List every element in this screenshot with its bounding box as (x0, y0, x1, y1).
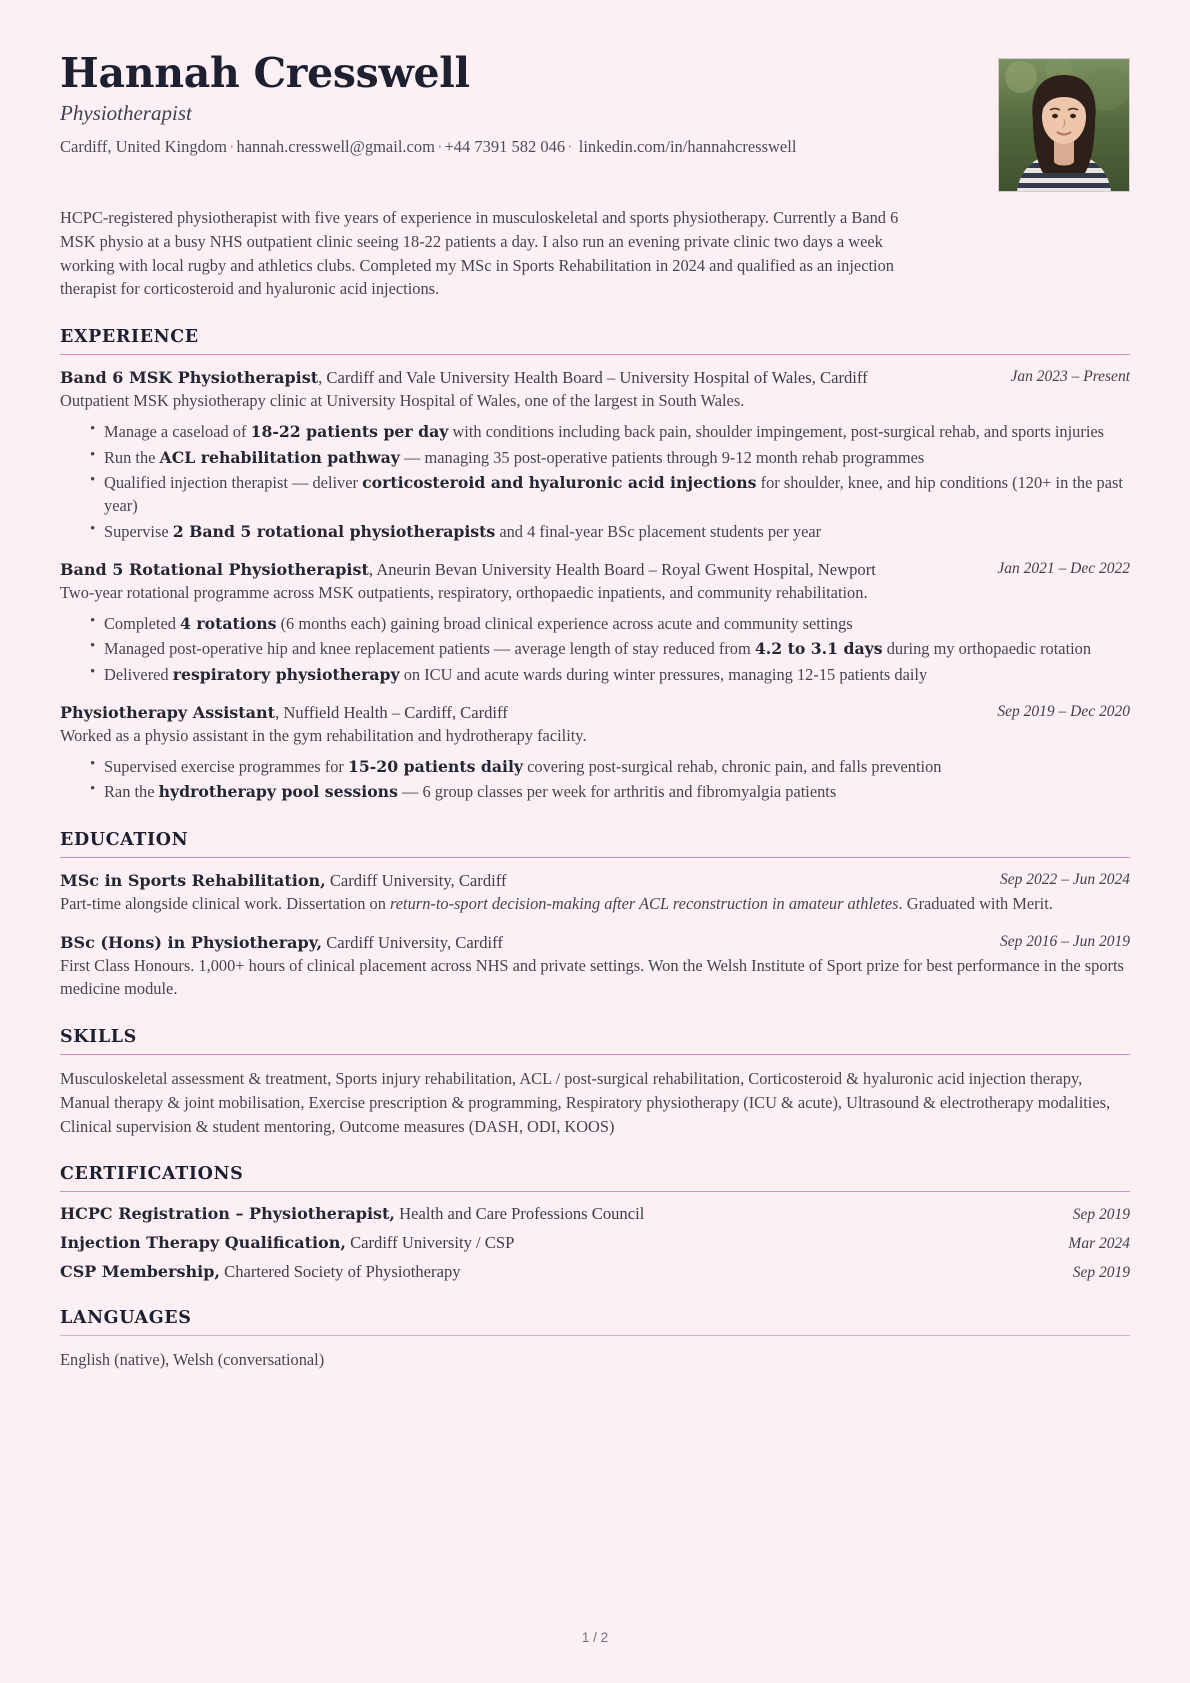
entry-header (60, 367, 1130, 389)
bullet-text-pre: Supervise (104, 521, 173, 541)
list-item (90, 520, 1130, 543)
entry-date: Sep 2016 – Jun 2019 (999, 932, 1130, 950)
school-name: Cardiff University, Cardiff (322, 932, 503, 952)
section-languages (60, 1308, 1130, 1372)
list-item (90, 612, 1130, 635)
avatar (998, 58, 1130, 192)
section-certifications (60, 1164, 1130, 1282)
entry-title (60, 702, 981, 724)
contact-email[interactable]: hannah.cresswell@gmail.com (236, 137, 435, 157)
certification-issuer: Chartered Society of Physiotherapy (219, 1262, 461, 1282)
entry-title (60, 870, 984, 892)
certification-date: Sep 2019 (1072, 1264, 1130, 1282)
section-title-languages: LANGUAGES (60, 1308, 192, 1329)
bullet-text-bold: ACL rehabilitation pathway (159, 447, 400, 467)
bullet-text-pre: Qualified injection therapist — deliver (104, 472, 363, 492)
bullet-text-pre: Ran the (104, 782, 159, 802)
languages-list: English (native), Welsh (conversational) (60, 1350, 325, 1370)
experience-entry (60, 702, 1130, 804)
contact-separator-icon: · (228, 137, 235, 157)
section-divider (60, 1054, 1130, 1055)
entry-bullet-list (60, 420, 1130, 542)
list-item (90, 755, 1130, 778)
certification-name: HCPC Registration – Physiotherapist, (60, 1204, 395, 1224)
list-item (90, 780, 1130, 803)
contact-separator-icon: · (567, 137, 573, 157)
entry-header (60, 932, 1130, 954)
bullet-text-post: with conditions including back pain, shoulder impingement, post-surgical rehab, and sports injuries (448, 422, 1105, 442)
entry-bullet-list (60, 755, 1130, 804)
desc-pre: First Class Honours. 1,000+ hours of clinical placement across NHS and private settings. Won the Welsh Institute of Sport prize for best performance in the sports medicine module. (60, 956, 1124, 999)
section-divider (60, 1335, 1130, 1336)
bullet-text-bold: corticosteroid and hyaluronic acid injections (362, 472, 757, 492)
entry-date: Jan 2021 – Dec 2022 (997, 559, 1130, 577)
degree-name: MSc in Sports Rehabilitation, (60, 870, 326, 890)
entry-title (60, 559, 981, 581)
certification-name: CSP Membership, (60, 1262, 220, 1282)
certification-text (60, 1204, 644, 1224)
degree-name: BSc (Hons) in Physiotherapy, (60, 932, 323, 952)
entry-date: Sep 2019 – Dec 2020 (997, 702, 1130, 720)
certification-row (60, 1262, 1130, 1282)
entry-title (60, 367, 994, 389)
job-role-subtitle: Physiotherapist (60, 101, 192, 126)
entry-role: Band 6 MSK Physiotherapist (60, 368, 319, 388)
resume-header (60, 49, 1130, 192)
entry-bullet-list (60, 612, 1130, 686)
bullet-text-pre: Managed post-operative hip and knee replacement patients — average length of stay reduced from (104, 639, 755, 659)
entry-title (60, 932, 984, 954)
entry-header (60, 702, 1130, 724)
certification-date: Mar 2024 (1068, 1235, 1130, 1253)
list-item (90, 446, 1130, 469)
bullet-text-pre: Run the (104, 447, 160, 467)
entry-org: , Aneurin Bevan University Health Board – Royal Gwent Hospital, Newport (368, 559, 876, 579)
section-skills (60, 1027, 1130, 1138)
entry-header (60, 559, 1130, 581)
bullet-text-post: — managing 35 post-operative patients through 9-12 month rehab programmes (399, 447, 925, 467)
list-item (90, 420, 1130, 443)
page-number: 1 / 2 (581, 1630, 609, 1645)
bullet-text-bold: 4.2 to 3.1 days (754, 639, 883, 659)
entry-description (60, 893, 1130, 916)
section-education (60, 830, 1130, 1001)
education-entry (60, 932, 1130, 1001)
certification-text (60, 1262, 461, 1282)
entry-date: Jan 2023 – Present (1010, 368, 1130, 386)
bullet-text-bold: 2 Band 5 rotational physiotherapists (172, 521, 496, 541)
skills-list: Musculoskeletal assessment & treatment, Sports injury rehabilitation, ACL / post-surgical rehabilitation, Corticosteroid & hyaluronic acid injection therapy, Manual therapy & joint mobilisation, Exercise prescription & programming, Respiratory physiotherapy (ICU & acute), Ultrasound & electrotherapy modalities, Clinical supervision & student mentoring, Outcome measures (DASH, ODI, KOOS) (60, 1069, 1111, 1136)
bullet-text-post: for shoulder, knee, and hip conditions (120+ in the past year) (104, 472, 1123, 516)
page-title: Hannah Cresswell (60, 49, 470, 97)
certification-row (60, 1233, 1130, 1253)
entry-org: , Cardiff and Vale University Health Board – University Hospital of Wales, Cardiff (318, 368, 868, 388)
contact-linkedin[interactable]: linkedin.com/in/hannahcresswell (578, 137, 797, 157)
section-experience (60, 327, 1130, 804)
section-divider (60, 354, 1130, 355)
certification-text (60, 1233, 514, 1253)
bullet-text-post: (6 months each) gaining broad clinical experience across acute and community settings (276, 614, 853, 634)
desc-post: . Graduated with Merit. (898, 893, 1053, 913)
section-title-experience: EXPERIENCE (60, 327, 199, 348)
contact-separator-icon: · (436, 137, 443, 157)
bullet-text-pre: Delivered (104, 664, 173, 684)
experience-entry (60, 367, 1130, 543)
bullet-text-bold: hydrotherapy pool sessions (158, 782, 398, 802)
contact-phone[interactable]: +44 7391 582 046 (444, 137, 566, 157)
education-entry (60, 870, 1130, 916)
section-title-certifications: CERTIFICATIONS (60, 1164, 244, 1185)
certification-name: Injection Therapy Qualification, (60, 1233, 346, 1253)
bullet-text-bold: 18-22 patients per day (250, 422, 449, 442)
section-divider (60, 1191, 1130, 1192)
bullet-text-pre: Supervised exercise programmes for (104, 757, 348, 777)
section-title-education: EDUCATION (60, 829, 189, 850)
entry-description (60, 955, 1130, 1001)
entry-date: Sep 2022 – Jun 2024 (999, 870, 1130, 888)
section-title-skills: SKILLS (60, 1027, 137, 1048)
certification-issuer: Cardiff University / CSP (345, 1233, 515, 1253)
list-item (90, 637, 1130, 660)
list-item (90, 663, 1130, 686)
contact-line (60, 134, 860, 160)
certification-row (60, 1204, 1130, 1224)
certification-date: Sep 2019 (1072, 1206, 1130, 1224)
entry-role: Physiotherapy Assistant (60, 702, 276, 722)
school-name: Cardiff University, Cardiff (325, 870, 507, 890)
entry-description: Two-year rotational programme across MSK outpatients, respiratory, orthopaedic inpatients, and community rehabilitation. (60, 583, 868, 603)
bullet-text-bold: respiratory physiotherapy (172, 664, 400, 684)
portrait-photo-icon (999, 59, 1129, 191)
entry-org: , Nuffield Health – Cardiff, Cardiff (275, 702, 508, 722)
bullet-text-bold: 4 rotations (180, 614, 277, 634)
entry-description: Outpatient MSK physiotherapy clinic at University Hospital of Wales, one of the largest in South Wales. (60, 391, 745, 411)
bullet-text-pre: Manage a caseload of (104, 422, 251, 442)
entry-role: Band 5 Rotational Physiotherapist (60, 559, 369, 579)
entry-header (60, 870, 1130, 892)
contact-location: Cardiff, United Kingdom (60, 137, 227, 157)
certification-issuer: Health and Care Professions Council (395, 1204, 645, 1224)
bullet-text-pre: Completed (104, 614, 181, 634)
bullet-text-post: on ICU and acute wards during winter pressures, managing 12-15 patients daily (399, 664, 928, 684)
bullet-text-post: during my orthopaedic rotation (882, 639, 1092, 659)
section-divider (60, 857, 1130, 858)
professional-summary: HCPC-registered physiotherapist with five years of experience in musculoskeletal and sports physiotherapy. Currently a Band 6 MSK physio at a busy NHS outpatient clinic seeing 18-22 patients a day. I also run an evening private clinic two days a week working with local rugby and athletics clubs. Completed my MSc in Sports Rehabilitation in 2024 and qualified as an injection therapist for corticosteroid and hyaluronic acid injections. (60, 208, 899, 299)
entry-description: Worked as a physio assistant in the gym rehabilitation and hydrotherapy facility. (60, 726, 587, 746)
experience-entry (60, 559, 1130, 686)
bullet-text-post: covering post-surgical rehab, chronic pain, and falls prevention (523, 757, 942, 777)
desc-pre: Part-time alongside clinical work. Dissertation on (60, 893, 391, 913)
list-item (90, 471, 1130, 518)
bullet-text-post: and 4 final-year BSc placement students per year (495, 521, 822, 541)
bullet-text-post: — 6 group classes per week for arthritis and fibromyalgia patients (397, 782, 837, 802)
dissertation-title: return-to-sport decision-making after ACL reconstruction in amateur athletes (390, 893, 899, 913)
bullet-text-bold: 15-20 patients daily (347, 757, 524, 777)
